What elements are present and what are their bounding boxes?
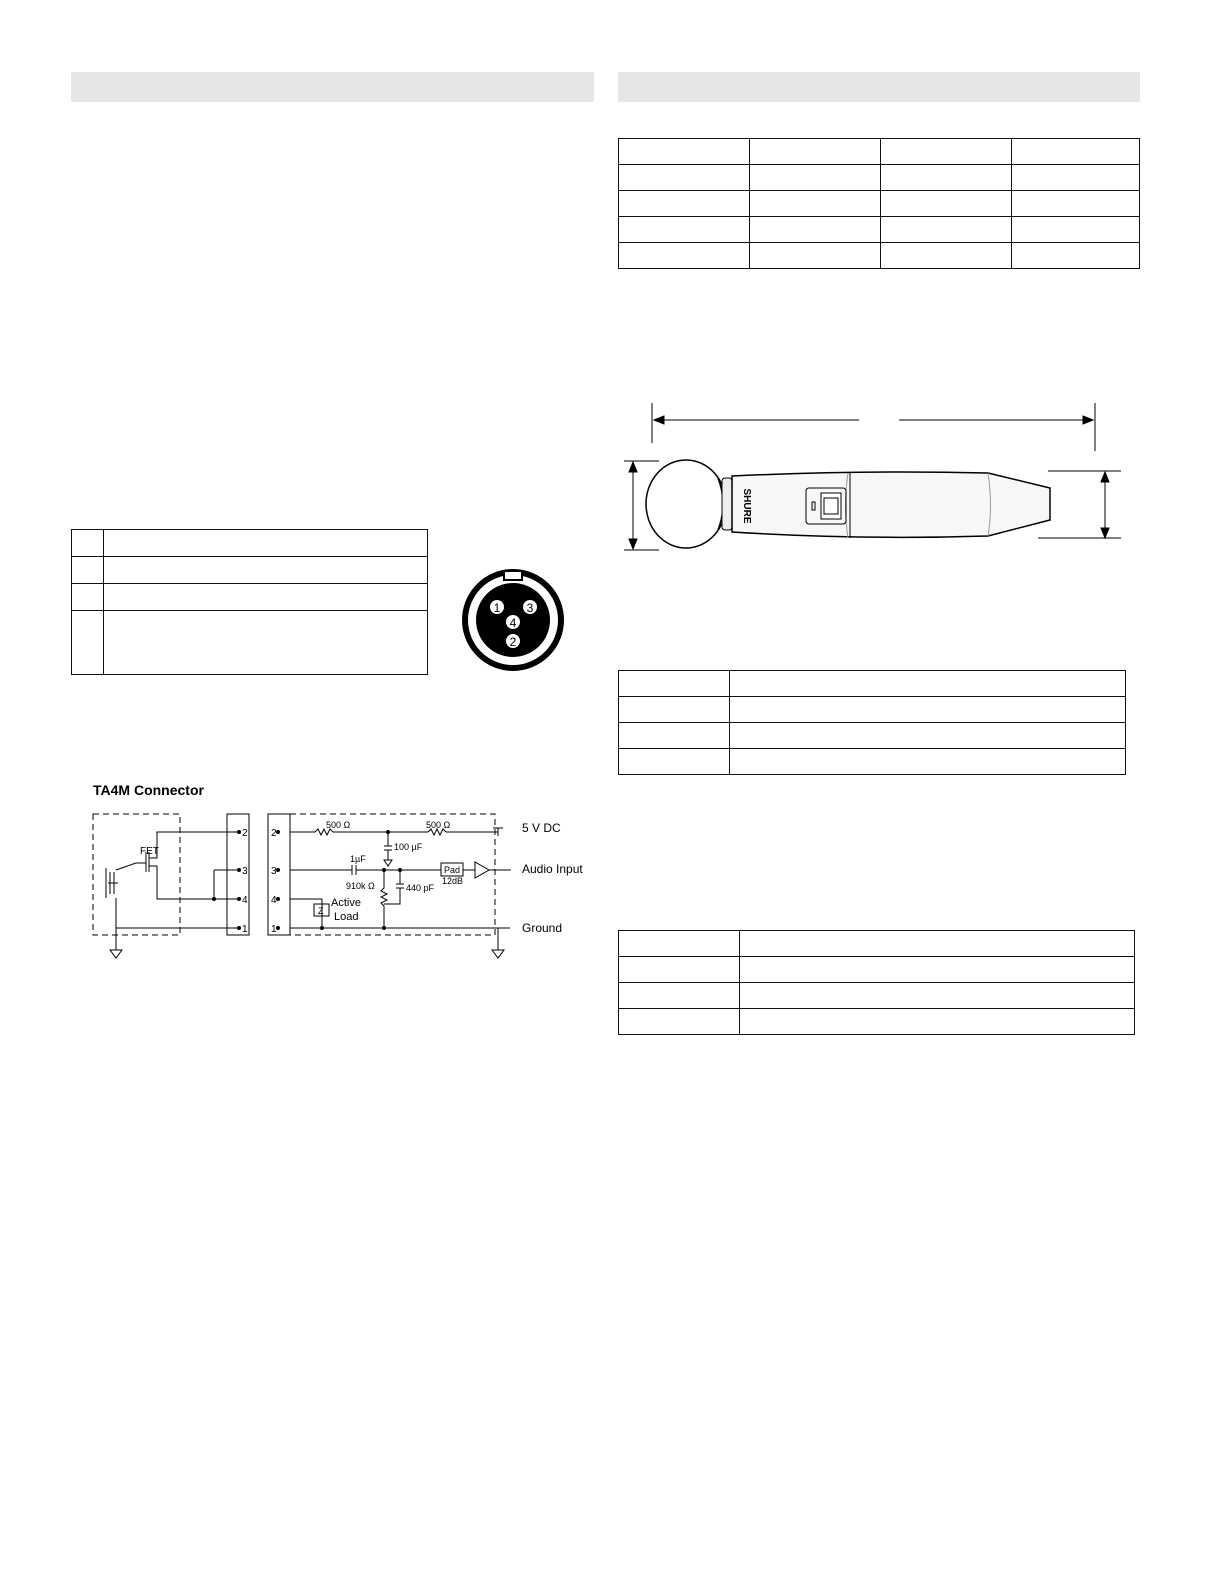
schematic-title: TA4M Connector — [93, 782, 204, 798]
left-pin-number: 1 — [242, 924, 248, 935]
left-pin-number: 3 — [242, 866, 248, 877]
handheld-mic-dimension-drawing — [618, 398, 1138, 558]
right-pin-number: 1 — [271, 924, 277, 935]
capacitor-label: 100 µF — [394, 842, 423, 852]
pin-label: 4 — [509, 616, 517, 630]
right-pin-number: 3 — [271, 866, 277, 877]
capacitor-label: 440 pF — [406, 883, 435, 893]
audio-input-label: Audio Input — [522, 862, 583, 876]
right-section-header — [618, 72, 1140, 102]
ta4m-connector-face — [458, 565, 570, 675]
impedance-label: Z — [318, 906, 324, 916]
brand-logo: SHURE — [741, 488, 752, 524]
ground-label: Ground — [522, 921, 563, 935]
right-pin-number: 2 — [271, 828, 277, 839]
active-label: Active — [331, 897, 361, 909]
pin-label: 2 — [509, 635, 517, 649]
fet-label: FET — [140, 846, 159, 857]
left-section-header — [71, 72, 594, 102]
spec-table-two-column-b — [618, 930, 1135, 1035]
spec-table-two-column-a — [618, 670, 1126, 775]
resistor-label: 500 Ω — [426, 820, 451, 830]
spec-table-four-column — [618, 138, 1140, 269]
resistor-label: 500 Ω — [326, 820, 351, 830]
vdc-label: 5 V DC — [522, 821, 561, 835]
pin-assignment-table — [71, 529, 428, 675]
left-pin-number: 2 — [242, 828, 248, 839]
right-pin-number: 4 — [271, 895, 277, 906]
pad-db-label: 12dB — [442, 876, 464, 886]
load-label: Load — [334, 911, 359, 923]
capacitor-label: 1µF — [350, 854, 366, 864]
resistor-label: 910k Ω — [346, 881, 375, 891]
ta4m-schematic — [88, 808, 598, 968]
pad-label: Pad — [444, 865, 461, 875]
left-pin-number: 4 — [242, 895, 248, 906]
pin-label: 1 — [493, 601, 501, 615]
pin-label: 3 — [526, 601, 534, 615]
